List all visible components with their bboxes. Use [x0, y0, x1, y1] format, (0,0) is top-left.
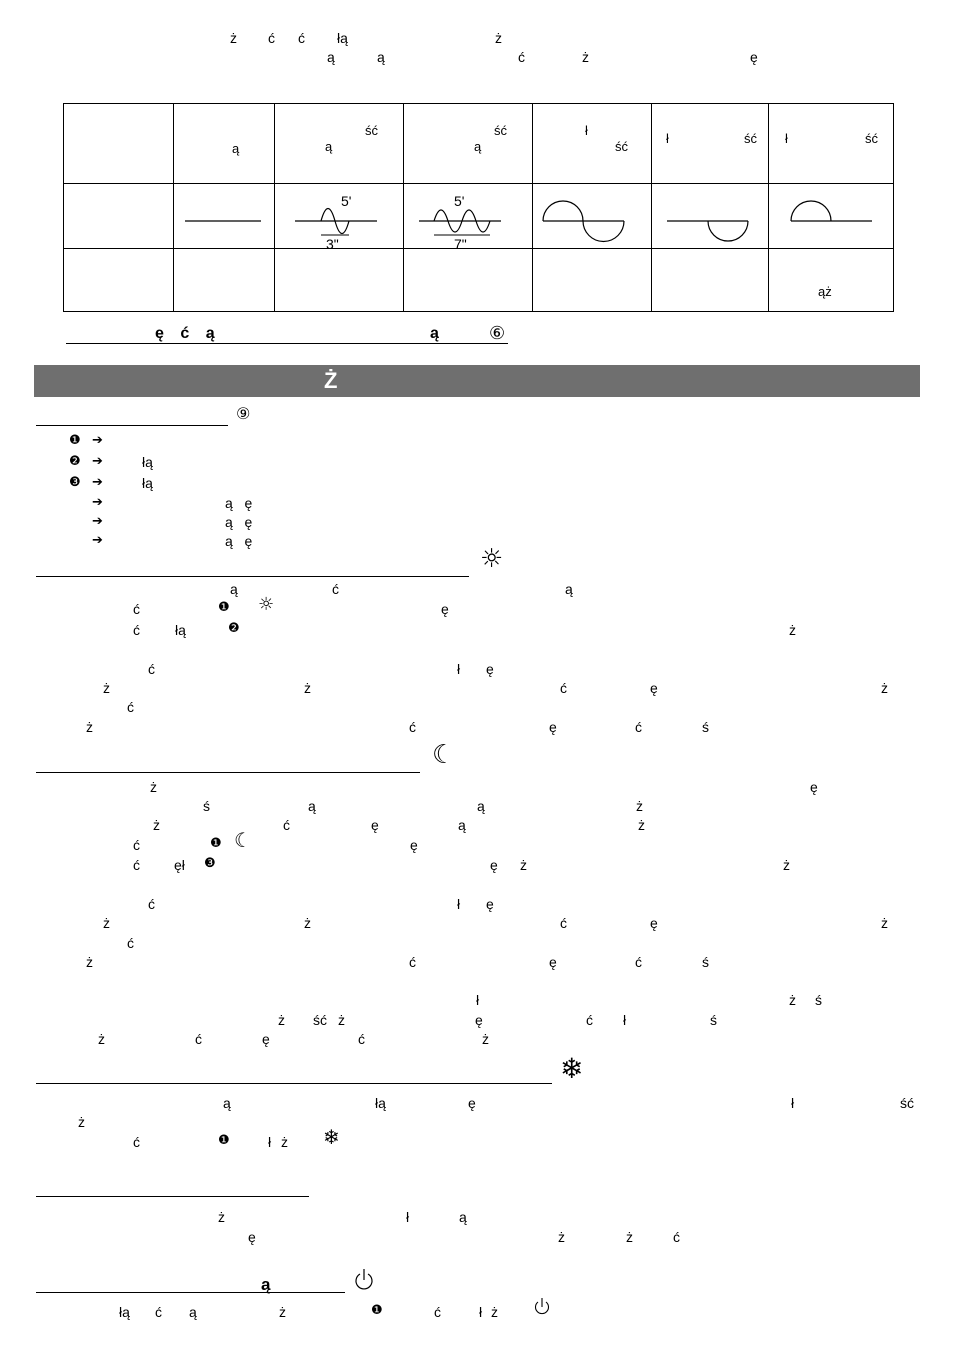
wave-cell-long — [404, 184, 533, 252]
intro-char: ą — [377, 49, 385, 65]
wave-cell-short — [275, 184, 404, 252]
wave-label: 5' — [341, 193, 352, 209]
table-header: ł ść — [652, 104, 769, 184]
num-2-icon: ❷ — [69, 454, 81, 469]
num-3-icon: ❸ — [204, 856, 216, 871]
section-underline — [36, 772, 420, 773]
section-underline — [36, 425, 228, 426]
section-underline — [36, 1083, 552, 1084]
intro-char: ę — [750, 49, 758, 65]
wave-table — [63, 103, 894, 312]
wave-cell-flat — [174, 184, 275, 249]
moon-icon: ☾ — [234, 828, 252, 852]
section-underline — [36, 576, 469, 577]
intro-char: ć — [518, 49, 525, 65]
snowflake-icon: ❄ — [323, 1125, 340, 1149]
wave-cell-lower — [652, 184, 769, 249]
lower-half-wave-icon — [652, 184, 769, 248]
section-banner — [34, 365, 920, 397]
num-1-icon: ❶ — [371, 1303, 383, 1318]
table-note-cell — [769, 249, 894, 312]
power-icon — [353, 1266, 375, 1292]
table-header: ł ść — [533, 104, 652, 184]
snowflake-icon: ❄ — [560, 1052, 584, 1085]
wave-cell-upper — [769, 184, 894, 249]
table-header: ą — [174, 104, 275, 184]
intro-char: łą — [337, 30, 348, 46]
arrow-right-icon: ➔ — [92, 475, 103, 490]
sun-icon: ☼ — [258, 594, 275, 615]
list-item-text: ą ę — [225, 495, 253, 511]
num-1-icon: ❶ — [218, 1133, 230, 1148]
section-heading: ą — [261, 1275, 271, 1294]
num-1-icon: ❶ — [69, 433, 81, 448]
arrow-right-icon: ➔ — [92, 495, 103, 510]
intro-char: ć — [268, 30, 275, 46]
wave-label: 7" — [454, 236, 467, 252]
ref-9-icon: ⑨ — [236, 404, 251, 423]
banner-title: Ż — [324, 368, 338, 393]
arrow-right-icon: ➔ — [92, 514, 103, 529]
ref-6-icon: ⑥ — [489, 323, 506, 344]
short-wave-icon — [275, 184, 404, 248]
table-header — [64, 104, 174, 184]
num-1-icon: ❶ — [210, 836, 222, 851]
upper-half-wave-icon — [769, 184, 894, 248]
num-1-icon: ❶ — [218, 600, 230, 615]
power-icon — [533, 1296, 551, 1316]
list-item-text: łą — [142, 454, 153, 470]
moon-icon: ☾ — [432, 740, 456, 770]
intro-char: ż — [230, 30, 237, 46]
list-item-text: łą — [142, 475, 153, 491]
footnote-underline — [66, 343, 508, 344]
flat-line-icon — [174, 184, 275, 248]
table-header: ł ść — [769, 104, 894, 184]
num-3-icon: ❸ — [69, 475, 81, 490]
table-header: ść ą — [275, 104, 404, 184]
table-header: ść ą — [404, 104, 533, 184]
list-item-text: ą ę — [225, 533, 253, 549]
intro-char: ż — [495, 30, 502, 46]
wave-label: 3" — [326, 236, 339, 252]
wave-cell — [64, 184, 174, 249]
intro-char: ą — [327, 49, 335, 65]
full-wave-icon — [533, 184, 652, 248]
arrow-right-icon: ➔ — [92, 433, 103, 448]
arrow-right-icon: ➔ — [92, 533, 103, 548]
list-item-text: ą ę — [225, 514, 253, 530]
num-2-icon: ❷ — [228, 621, 240, 636]
sun-icon: ☼ — [480, 544, 504, 574]
footnote-text: ę ć ą — [155, 325, 221, 342]
intro-char: ć — [298, 30, 305, 46]
wave-label: 5' — [454, 193, 465, 209]
arrow-right-icon: ➔ — [92, 454, 103, 469]
section-underline — [36, 1292, 345, 1293]
table-note: ąż — [818, 284, 832, 299]
footnote-mid: ą — [430, 325, 439, 342]
section-underline — [36, 1196, 309, 1197]
long-wave-icon — [404, 184, 533, 248]
intro-char: ż — [582, 49, 589, 65]
wave-cell-full — [533, 184, 652, 249]
